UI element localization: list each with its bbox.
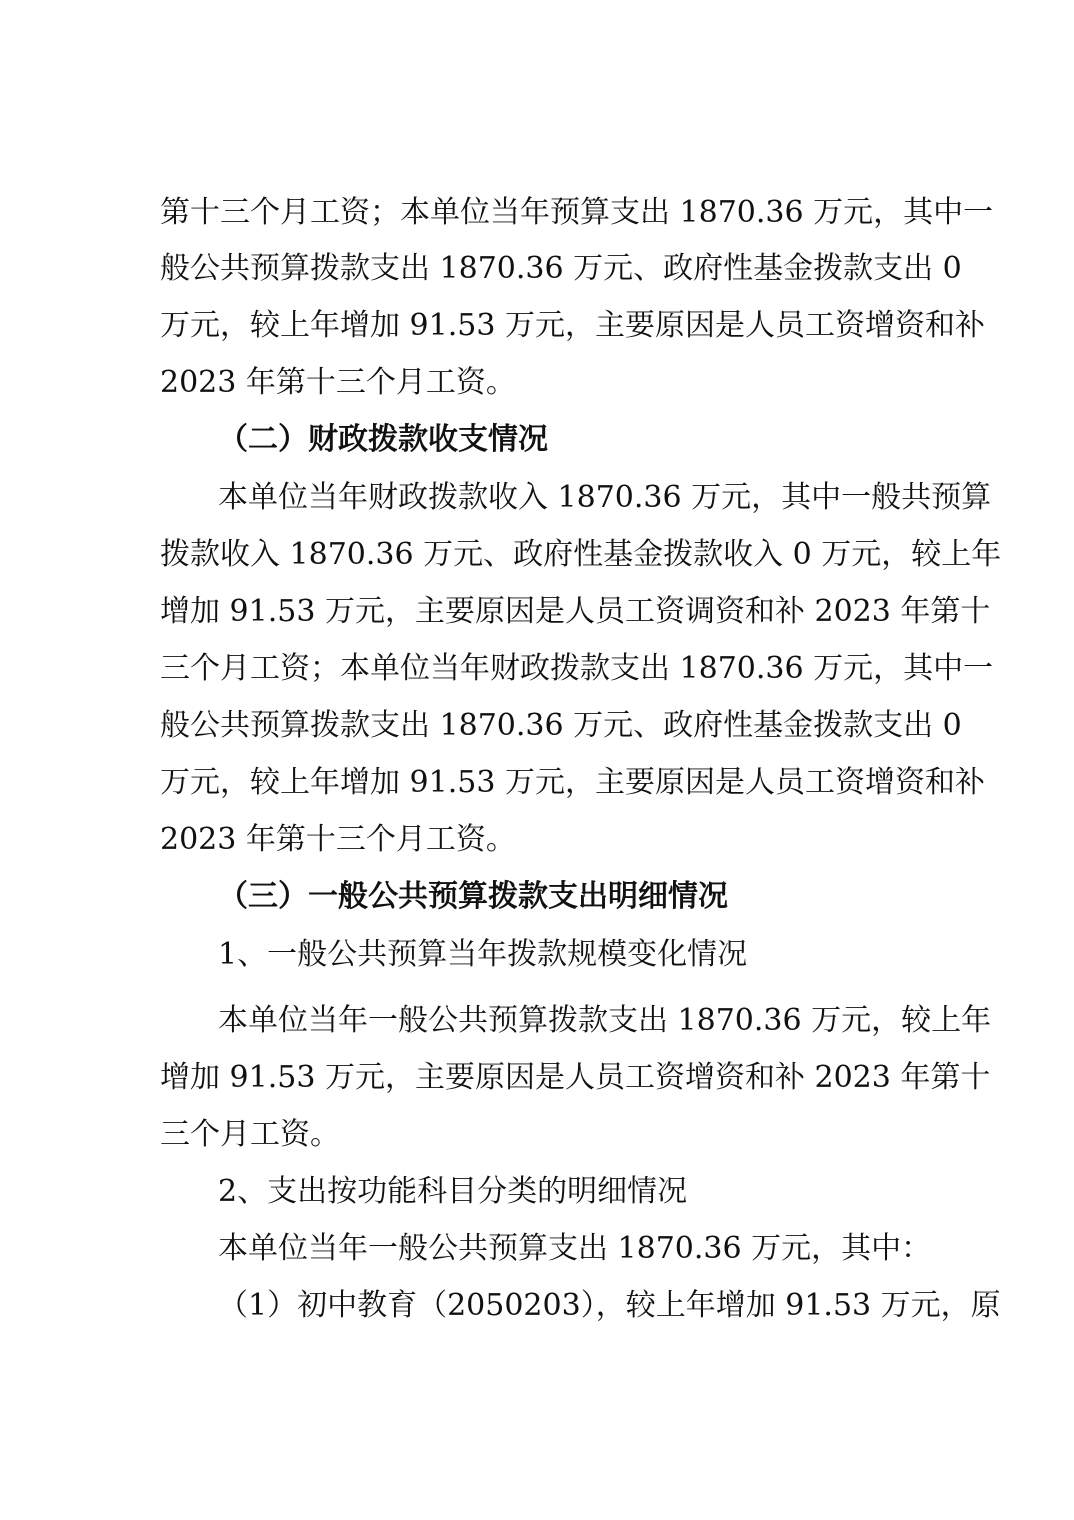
subsection-heading: 1、一般公共预算当年拨款规模变化情况	[218, 937, 748, 972]
paragraph-first-line: 本单位当年一般公共预算支出 1870.36 万元，其中：	[218, 1231, 932, 1266]
body-text-line: 万元，较上年增加 91.53 万元，主要原因是人员工资增资和补	[160, 308, 985, 343]
section-heading: （三）一般公共预算拨款支出明细情况	[218, 879, 728, 914]
body-text-line: 增加 91.53 万元，主要原因是人员工资增资和补 2023 年第十	[160, 1060, 991, 1095]
paragraph-first-line: 本单位当年财政拨款收入 1870.36 万元，其中一般共预算	[218, 480, 992, 515]
body-text-line: 拨款收入 1870.36 万元、政府性基金拨款收入 0 万元，较上年	[160, 537, 1002, 572]
body-text-line: 第十三个月工资；本单位当年预算支出 1870.36 万元，其中一	[160, 195, 994, 230]
subsection-heading: 2、支出按功能科目分类的明细情况	[218, 1174, 688, 1209]
section-heading: （二）财政拨款收支情况	[218, 422, 548, 457]
body-text-line: 2023 年第十三个月工资。	[160, 822, 516, 857]
list-item-line: （1）初中教育（2050203），较上年增加 91.53 万元，原	[218, 1288, 1001, 1323]
paragraph-first-line: 本单位当年一般公共预算拨款支出 1870.36 万元，较上年	[218, 1003, 992, 1038]
body-text-line: 般公共预算拨款支出 1870.36 万元、政府性基金拨款支出 0	[160, 708, 962, 743]
body-text-line: 三个月工资。	[160, 1117, 340, 1152]
body-text-line: 般公共预算拨款支出 1870.36 万元、政府性基金拨款支出 0	[160, 251, 962, 286]
body-text-line: 2023 年第十三个月工资。	[160, 365, 516, 400]
body-text-line: 万元，较上年增加 91.53 万元，主要原因是人员工资增资和补	[160, 765, 985, 800]
body-text-line: 增加 91.53 万元，主要原因是人员工资调资和补 2023 年第十	[160, 594, 991, 629]
body-text-line: 三个月工资；本单位当年财政拨款支出 1870.36 万元，其中一	[160, 651, 994, 686]
